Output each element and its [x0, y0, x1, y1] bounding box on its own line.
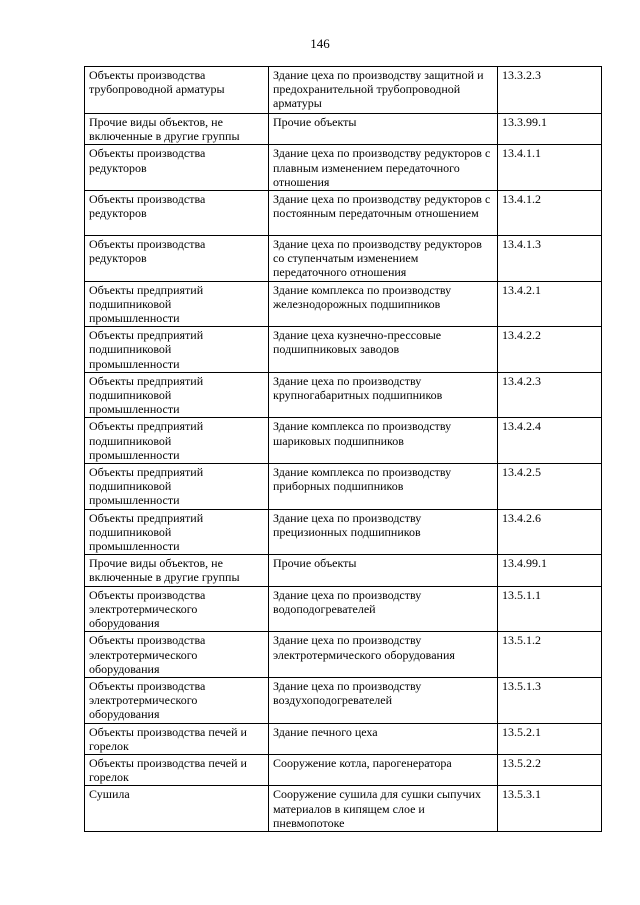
table-row: [85, 145, 602, 191]
object-type-cell: Объекты производства редукторов: [85, 236, 269, 282]
code-cell: 13.4.2.4: [498, 418, 602, 464]
code-cell: 13.4.99.1: [498, 555, 602, 586]
object-type-cell: Объекты предприятий подшипниковой промышленности: [85, 372, 269, 418]
table-row: [85, 372, 602, 418]
building-description-cell: Сооружение котла, парогенератора: [269, 754, 498, 785]
building-description-cell: Здание цеха по производству прецизионных подшипников: [269, 509, 498, 555]
building-description-cell: Здание цеха по производству электротермического оборудования: [269, 632, 498, 678]
code-cell: 13.5.1.3: [498, 677, 602, 723]
building-description-cell: Здание цеха кузнечно-прессовые подшипниковых заводов: [269, 327, 498, 373]
table-row: [85, 555, 602, 586]
object-type-cell: Объекты производства редукторов: [85, 145, 269, 191]
code-cell: 13.5.1.1: [498, 586, 602, 632]
classification-table: [84, 66, 602, 832]
object-type-cell: Объекты предприятий подшипниковой промышленности: [85, 509, 269, 555]
code-cell: 13.4.1.1: [498, 145, 602, 191]
building-description-cell: Здание комплекса по производству железнодорожных подшипников: [269, 281, 498, 327]
code-cell: 13.3.99.1: [498, 114, 602, 145]
page-number: 146: [310, 36, 330, 51]
building-description-cell: Здание цеха по производству редукторов с постоянным передаточным отношением: [269, 191, 498, 236]
object-type-cell: Объекты производства электротермического оборудования: [85, 586, 269, 632]
object-type-cell: Объекты предприятий подшипниковой промышленности: [85, 281, 269, 327]
object-type-cell: Объекты производства редукторов: [85, 191, 269, 236]
code-cell: 13.4.2.6: [498, 509, 602, 555]
table-row: [85, 191, 602, 236]
building-description-cell: Здание комплекса по производству приборных подшипников: [269, 464, 498, 510]
building-description-cell: Здание цеха по производству редукторов со ступенчатым изменением передаточного отношения: [269, 236, 498, 282]
code-cell: 13.5.1.2: [498, 632, 602, 678]
table-row: [85, 114, 602, 145]
table-row: [85, 586, 602, 632]
code-cell: 13.4.2.2: [498, 327, 602, 373]
code-cell: 13.4.1.3: [498, 236, 602, 282]
object-type-cell: Прочие виды объектов, не включенные в другие группы: [85, 114, 269, 145]
building-description-cell: Сооружение сушила для сушки сыпучих материалов в кипящем слое и пневмопотоке: [269, 786, 498, 832]
object-type-cell: Объекты производства электротермического оборудования: [85, 677, 269, 723]
code-cell: 13.4.2.1: [498, 281, 602, 327]
table-body: [85, 67, 602, 832]
object-type-cell: Объекты предприятий подшипниковой промышленности: [85, 418, 269, 464]
building-description-cell: Прочие объекты: [269, 555, 498, 586]
object-type-cell: Объекты производства трубопроводной арматуры: [85, 67, 269, 114]
object-type-cell: Объекты предприятий подшипниковой промышленности: [85, 464, 269, 510]
object-type-cell: Объекты производства печей и горелок: [85, 754, 269, 785]
building-description-cell: Прочие объекты: [269, 114, 498, 145]
building-description-cell: Здание цеха по производству водоподогревателей: [269, 586, 498, 632]
object-type-cell: Объекты производства электротермического оборудования: [85, 632, 269, 678]
code-cell: 13.3.2.3: [498, 67, 602, 114]
building-description-cell: Здание комплекса по производству шариковых подшипников: [269, 418, 498, 464]
code-cell: 13.5.3.1: [498, 786, 602, 832]
table-row: [85, 786, 602, 832]
object-type-cell: Объекты производства печей и горелок: [85, 723, 269, 754]
table-row: [85, 236, 602, 282]
building-description-cell: Здание печного цеха: [269, 723, 498, 754]
building-description-cell: Здание цеха по производству воздухоподогревателей: [269, 677, 498, 723]
table-row: [85, 327, 602, 373]
code-cell: 13.4.2.3: [498, 372, 602, 418]
table-row: [85, 418, 602, 464]
table-row: [85, 67, 602, 114]
table-row: [85, 509, 602, 555]
object-type-cell: Сушила: [85, 786, 269, 832]
table-row: [85, 281, 602, 327]
table-row: [85, 754, 602, 785]
object-type-cell: Прочие виды объектов, не включенные в другие группы: [85, 555, 269, 586]
building-description-cell: Здание цеха по производству редукторов с плавным изменением передаточного отношения: [269, 145, 498, 191]
code-cell: 13.5.2.1: [498, 723, 602, 754]
code-cell: 13.4.1.2: [498, 191, 602, 236]
building-description-cell: Здание цеха по производству защитной и предохранительной трубопроводной арматуры: [269, 67, 498, 114]
table-row: [85, 632, 602, 678]
table-row: [85, 464, 602, 510]
building-description-cell: Здание цеха по производству крупногабаритных подшипников: [269, 372, 498, 418]
table-row: [85, 723, 602, 754]
table-row: [85, 677, 602, 723]
code-cell: 13.4.2.5: [498, 464, 602, 510]
object-type-cell: Объекты предприятий подшипниковой промышленности: [85, 327, 269, 373]
code-cell: 13.5.2.2: [498, 754, 602, 785]
